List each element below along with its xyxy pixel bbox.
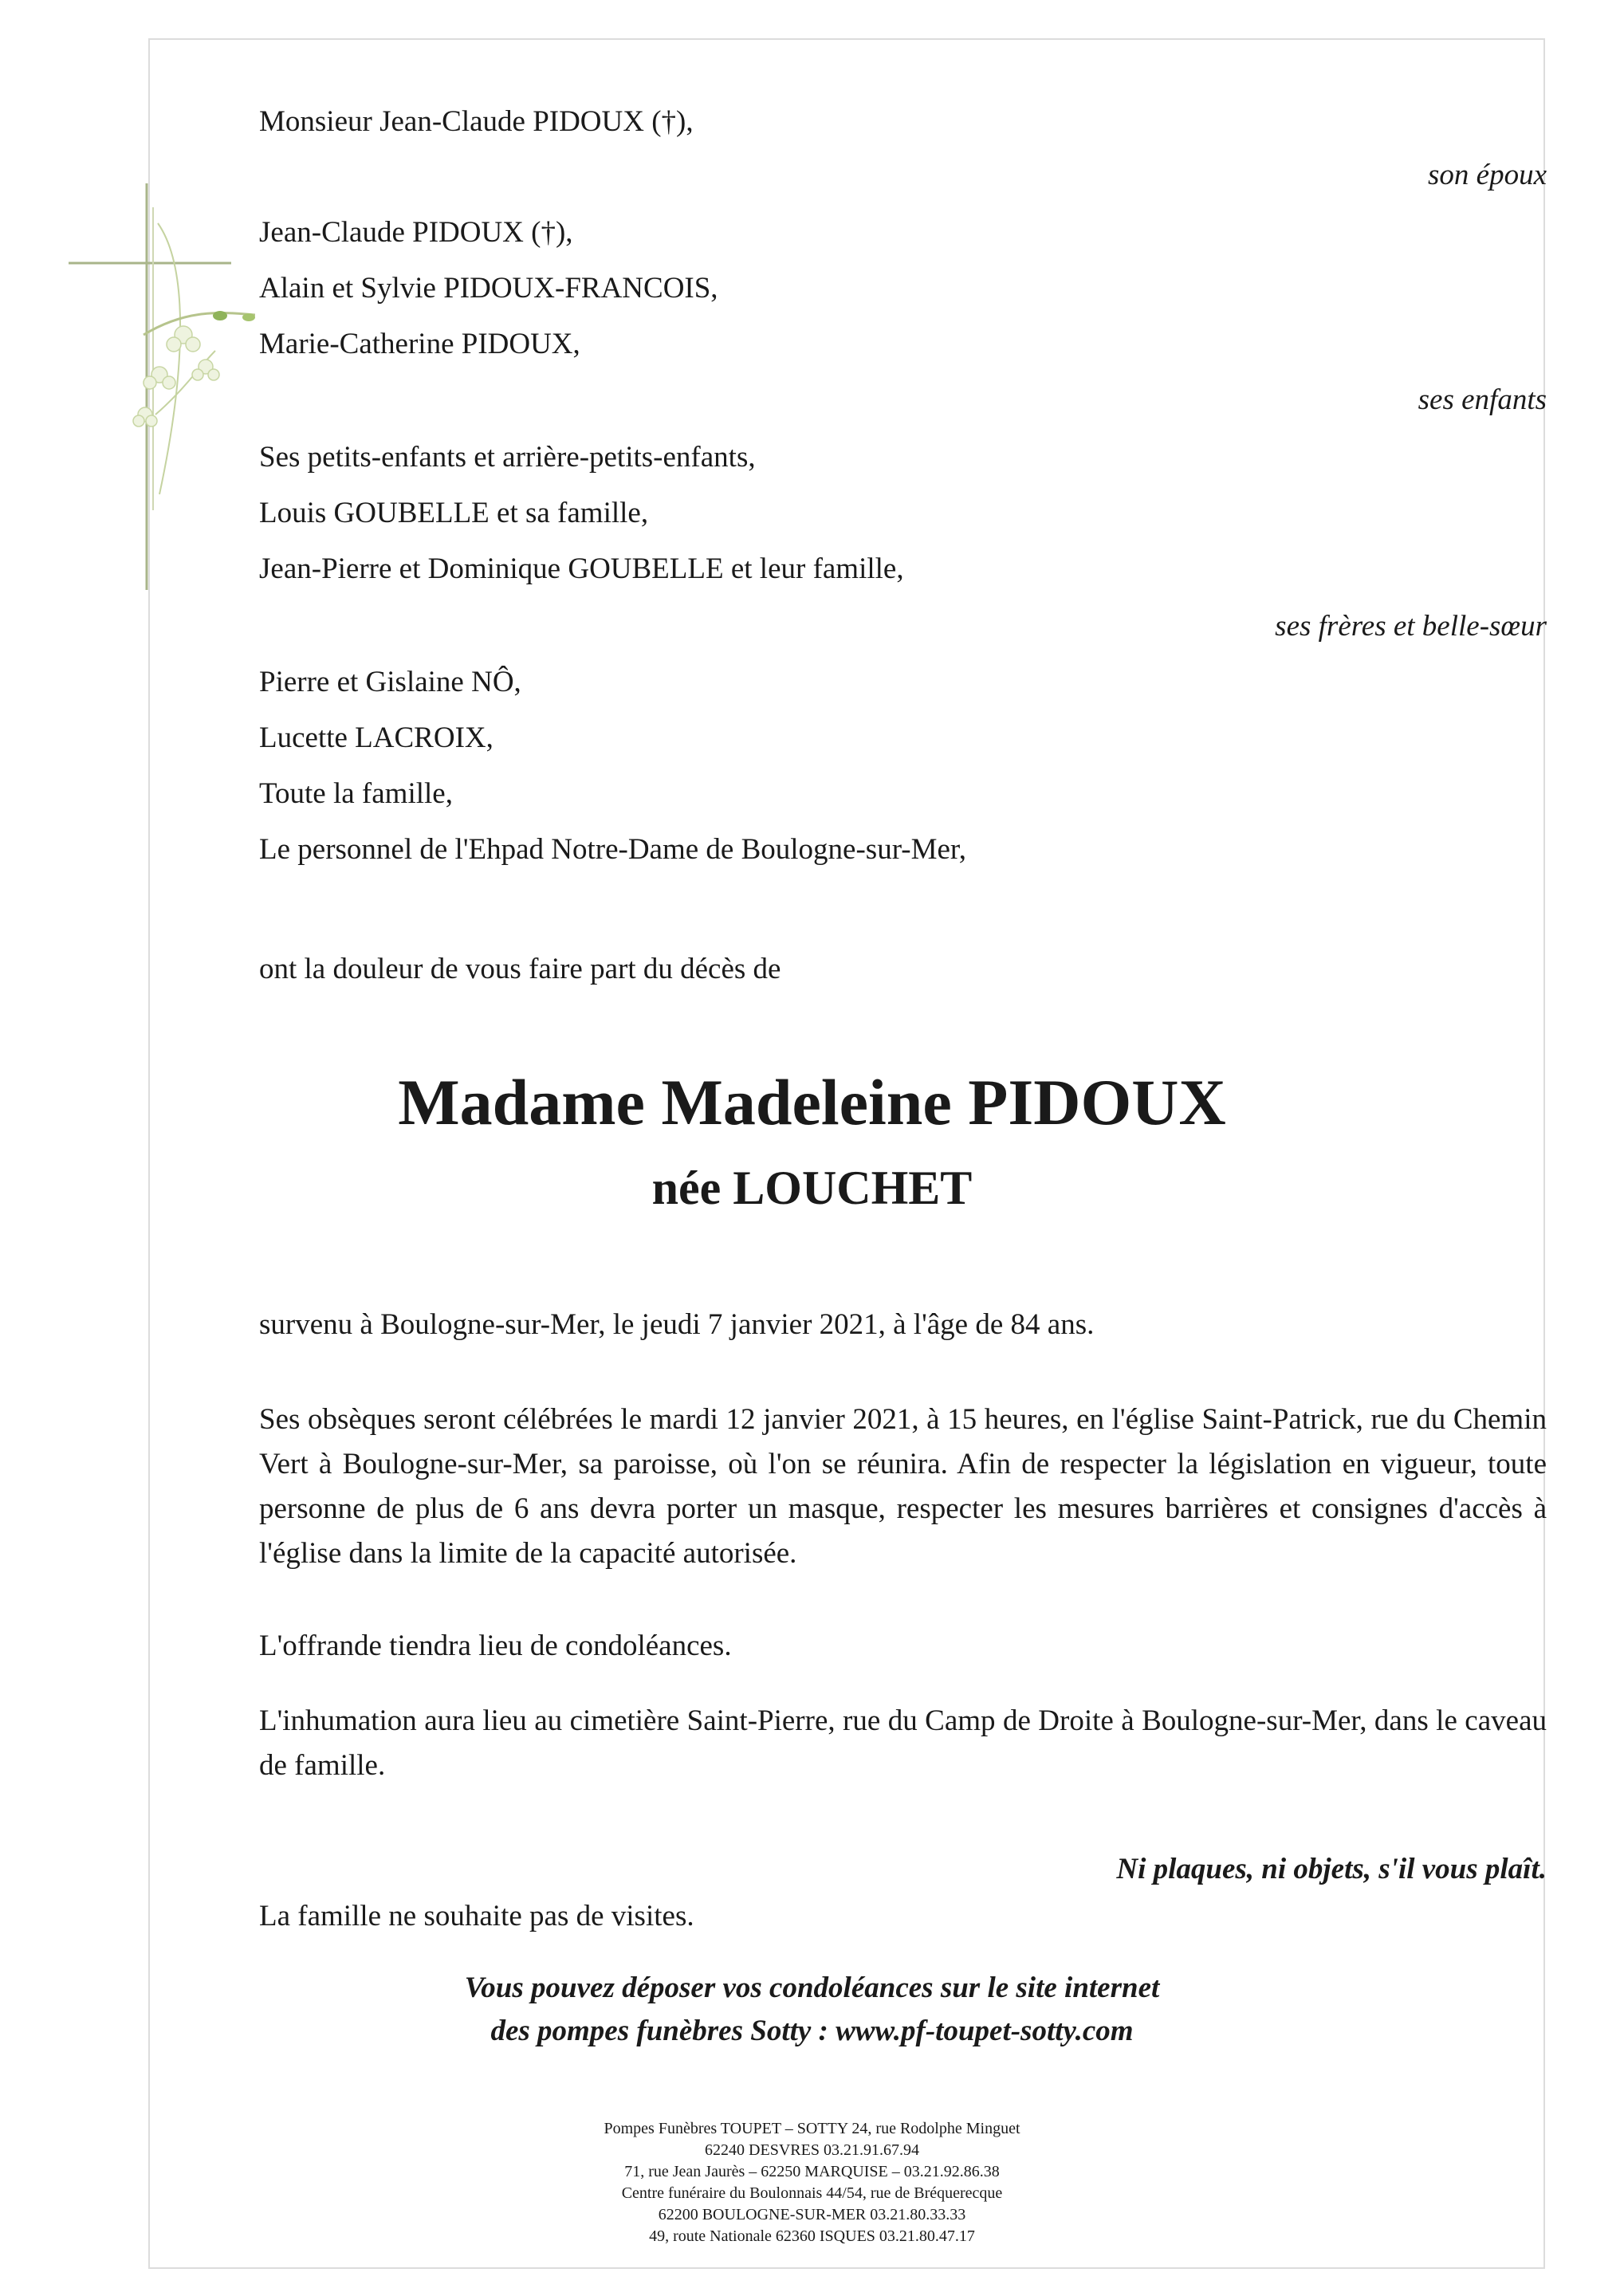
announcement-line: ont la douleur de vous faire part du décès de	[259, 953, 781, 985]
footer-line: 62240 DESVRES 03.21.91.67.94	[705, 2141, 919, 2159]
funeral-paragraph: Ses obsèques seront célébrées le mardi 12 janvier 2021, à 15 heures, en l'église Saint-Patrick, rue du Chemin Vert à Boulogne-sur-Mer, sa paroisse, où l'on se réunira. Afin de respecter la législation en vigueur, toute personne de plus de 6 ans devra porter un masque, respecter les mesures barrières et consignes d'accès à l'église dans la limite de la capacité autorisée.	[259, 1403, 1547, 1570]
footer-line: Centre funéraire du Boulonnais 44/54, rue de Bréquerecque	[621, 2184, 1003, 2202]
child-line: Jean-Claude PIDOUX (†),	[259, 216, 573, 249]
other-line: Le personnel de l'Ehpad Notre-Dame de Boulogne-sur-Mer,	[259, 833, 967, 866]
other-line: Toute la famille,	[259, 777, 453, 810]
burial-paragraph: L'inhumation aura lieu au cimetière Saint-Pierre, rue du Camp de Droite à Boulogne-sur-Mer, dans le caveau de famille.	[259, 1704, 1547, 1782]
condolences-line: Vous pouvez déposer vos condoléances sur le site internet	[464, 1972, 1160, 2004]
deceased-name: Madame Madeleine PIDOUX	[398, 1066, 1226, 1138]
child-line: Alain et Sylvie PIDOUX-FRANCOIS,	[259, 272, 718, 305]
spouse-role: son époux	[1428, 159, 1547, 191]
footer-line: 71, rue Jean Jaurès – 62250 MARQUISE – 03.21.92.86.38	[624, 2163, 1000, 2180]
other-line: Pierre et Gislaine NÔ,	[259, 666, 521, 698]
offering-line: L'offrande tiendra lieu de condoléances.	[259, 1630, 732, 1662]
footer-line: 49, route Nationale 62360 ISQUES 03.21.80.47.17	[649, 2227, 975, 2245]
deceased-maiden-name: née LOUCHET	[651, 1162, 973, 1214]
condolences-website-line: des pompes funèbres Sotty : www.pf-toupet-sotty.com	[490, 2015, 1134, 2047]
sibling-line: Ses petits-enfants et arrière-petits-enfants,	[259, 441, 756, 474]
page-border	[148, 38, 1545, 2269]
sibling-line: Louis GOUBELLE et sa famille,	[259, 497, 649, 529]
cross-with-orchids-decoration	[64, 175, 255, 590]
no-plaques-notice: Ni plaques, ni objets, s'il vous plaît.	[1116, 1853, 1547, 1885]
children-role: ses enfants	[1418, 383, 1547, 416]
sibling-line: Jean-Pierre et Dominique GOUBELLE et leur famille,	[259, 552, 904, 585]
footer-line: Pompes Funèbres TOUPET – SOTTY 24, rue Rodolphe Minguet	[604, 2120, 1020, 2137]
child-line: Marie-Catherine PIDOUX,	[259, 328, 580, 360]
footer-line: 62200 BOULOGNE-SUR-MER 03.21.80.33.33	[658, 2206, 966, 2223]
other-line: Lucette LACROIX,	[259, 721, 493, 754]
death-details: survenu à Boulogne-sur-Mer, le jeudi 7 janvier 2021, à l'âge de 84 ans.	[259, 1308, 1095, 1341]
no-visits-line: La famille ne souhaite pas de visites.	[259, 1900, 694, 1932]
spouse-line: Monsieur Jean-Claude PIDOUX (†),	[259, 105, 694, 138]
siblings-role: ses frères et belle-sœur	[1275, 610, 1547, 643]
